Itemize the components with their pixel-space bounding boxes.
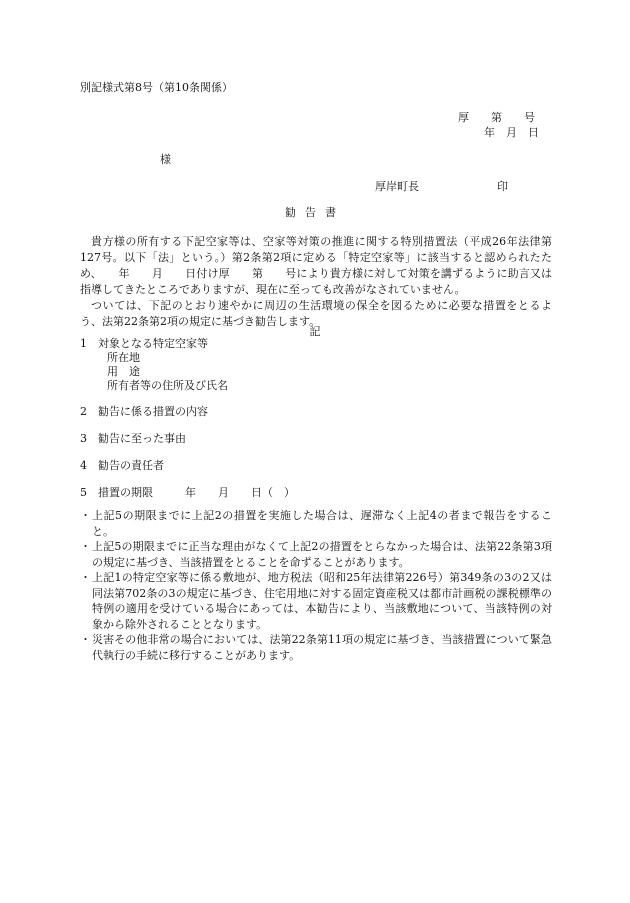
document-number: 厚 第 号 — [458, 111, 535, 124]
item-2: 2 勧告に係る措置の内容 — [80, 405, 208, 418]
deadline-value: 年 月 日（ ） — [185, 486, 295, 499]
item-5: 5 措置の期限 年 月 日（ ） — [80, 486, 295, 499]
item-1-owner: 所有者等の住所及び氏名 — [107, 379, 228, 392]
item-3: 3 勧告に至った事由 — [80, 432, 186, 445]
note-item: ・ 上記1の特定空家等に係る敷地が、地方税法（昭和25年法律第226号）第349条の3の2又は同法第702条の3の規定に基づき、住宅用地に対する固定資産税又は都市計画税の課税標準の特例の適用を受けている場合にあっては、本勧告により、当該敷地について、当該特例の対象から除外されることとなります。 — [80, 571, 552, 631]
note-item: ・ 災害その他非常の場合においては、法第22条第11項の規定に基づき、当該措置について緊急代執行の手続に移行することがあります。 — [80, 633, 552, 662]
form-label: 別記様式第8号（第10条関係） — [80, 81, 233, 94]
note-item: ・ 上記5の期限までに正当な理由がなくて上記2の措置をとらなかった場合は、法第22条第3項の規定に基づき、当該措置をとることを命ずることがあります。 — [80, 540, 552, 569]
item-1-usage: 用 途 — [107, 365, 140, 378]
notes-list — [80, 508, 552, 663]
item-1-location: 所在地 — [107, 351, 140, 364]
sender-name: 厚岸町長 — [375, 180, 419, 193]
sender — [375, 180, 508, 194]
item-4: 4 勧告の責任者 — [80, 459, 164, 472]
body-text — [80, 234, 552, 330]
seal-mark: 印 — [497, 180, 508, 193]
document-date: 年 月 日 — [484, 126, 539, 139]
body-paragraph-1: 貴方様の所有する下記空家等は、空家等対策の推進に関する特別措置法（平成26年法律第127号。以下「法」という。）第2条第2項に定める「特定空家等」に該当すると認められたため、 年 月 日付け厚 第 号により貴方様に対して対策を講ずるように助言又は指導してきたところでありますが、現在に至っても改善がなされていません。 — [80, 235, 552, 296]
item-1: 1 対象となる特定空家等 — [80, 337, 208, 350]
note-item: ・ 上記5の期限までに上記2の措置を実施した場合は、遅滞なく上記4の者まで報告をすること。 — [80, 509, 552, 538]
document-title: 勧告書 — [285, 206, 345, 219]
addressee: 様 — [160, 153, 171, 166]
ki-heading: 記 — [309, 325, 321, 338]
body-paragraph-2: ついては、下記のとおり速やかに周辺の生活環境の保全を図るために必要な措置をとるよう、法第22条第2項の規定に基づき勧告します。 — [80, 299, 552, 328]
